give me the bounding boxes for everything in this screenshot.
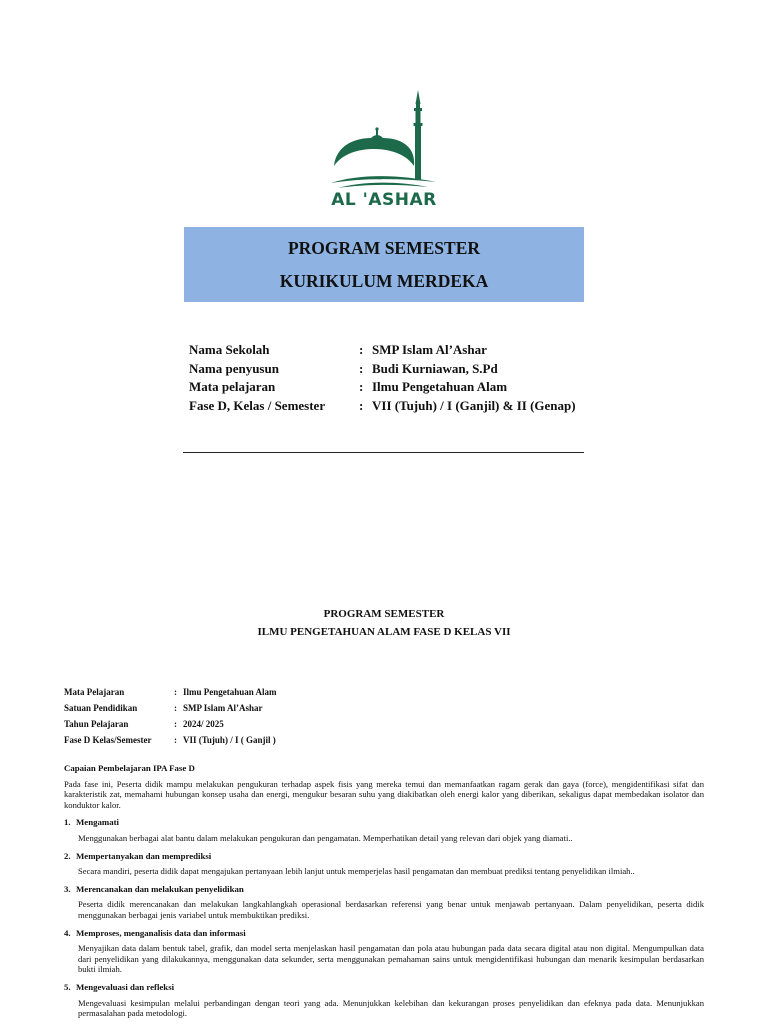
identity-value: VII (Tujuh) / I (Ganjil) & II (Genap) xyxy=(372,397,576,413)
info-value: VII (Tujuh) / I ( Ganjil ) xyxy=(183,735,276,745)
info-value: 2024/ 2025 xyxy=(183,719,224,729)
item-heading xyxy=(64,851,704,862)
title-line-2: KURIKULUM MERDEKA xyxy=(279,271,489,291)
info-colon: : xyxy=(174,687,177,697)
item-title: Mengevaluasi dan refleksi xyxy=(76,981,175,992)
list-item xyxy=(64,884,704,921)
info-value: Ilmu Pengetahuan Alam xyxy=(183,687,277,697)
identity-row xyxy=(189,378,576,397)
item-number: 3. xyxy=(64,883,71,894)
mosque-dome-logo-icon xyxy=(328,86,440,190)
school-logo xyxy=(328,86,440,216)
identity-colon: : xyxy=(359,342,364,357)
item-heading xyxy=(64,817,704,828)
list-item xyxy=(64,817,704,843)
identity-colon: : xyxy=(359,360,364,376)
info-label: Satuan Pendidikan xyxy=(64,703,138,713)
item-number: 5. xyxy=(64,981,71,992)
info-row xyxy=(64,716,277,732)
identity-label: Nama Sekolah xyxy=(189,342,270,357)
info-value: SMP Islam Al’Ashar xyxy=(183,703,263,713)
list-item xyxy=(64,928,704,975)
item-title: Memproses, menganalisis data dan informasi xyxy=(76,927,246,938)
cp-heading: Capaian Pembelajaran IPA Fase D xyxy=(64,763,195,773)
identity-label: Mata pelajaran xyxy=(189,379,276,394)
learning-outcomes xyxy=(64,763,704,1019)
item-title: Mengamati xyxy=(76,817,119,828)
title-line-1: PROGRAM SEMESTER xyxy=(287,238,481,258)
title-banner xyxy=(184,227,584,302)
item-heading xyxy=(64,928,704,939)
item-body: Secara mandiri, peserta didik dapat mengajukan pertanyaan lebih lanjut untuk memperjelas hasil pengamatan dan membuat prediksi tentang penyelidikan ilmiah.. xyxy=(78,866,635,877)
identity-value: SMP Islam Al’Ashar xyxy=(372,342,487,357)
item-body: Menyajikan data dalam bentuk tabel, grafik, dan model serta menjelaskan hasil pengamatan dan pola atau hubungan pada data secara digital atau non digital. Mengumpulkan data dari penyelidikan yang dilakukannya, menggunakan data sekunder, serta menggunakan pemahaman sains untuk mengidentifikasi hubungan dan menarik kesimpulan berdasarkan bukti ilmiah. xyxy=(78,943,704,975)
info-row xyxy=(64,732,277,748)
logo-text: AL 'ASHAR xyxy=(331,190,437,210)
identity-row xyxy=(189,360,576,379)
info-row xyxy=(64,700,277,716)
info-label: Mata Pelajaran xyxy=(64,687,125,697)
info-label: Fase D Kelas/Semester xyxy=(64,735,152,745)
section-title: PROGRAM SEMESTER xyxy=(323,608,445,620)
identity-label: Fase D, Kelas / Semester xyxy=(189,397,326,413)
identity-value: Budi Kurniawan, S.Pd xyxy=(372,360,498,376)
info-colon: : xyxy=(174,703,177,713)
horizontal-divider xyxy=(183,452,584,453)
identity-value: Ilmu Pengetahuan Alam xyxy=(372,379,508,394)
identity-colon: : xyxy=(359,397,364,413)
item-number: 1. xyxy=(64,817,71,828)
list-item xyxy=(64,982,704,1019)
cp-paragraph: Pada fase ini, Peserta didik mampu melakukan pengukuran terhadap aspek fisis yang mereka temui dan memanfaatkan ragam gerak dan gaya (force), mengidentifikasi sifat dan karakteristik zat, memahami hubungan konsep usaha dan energi, mengukur besaran suhu yang diakibatkan oleh energi kalor yang diberikan, sekaligus dapat membedakan isolator dan konduktor kalor. xyxy=(64,778,704,810)
info-label: Tahun Pelajaran xyxy=(64,719,129,729)
item-number: 4. xyxy=(64,927,71,938)
identity-row xyxy=(189,397,576,416)
item-heading xyxy=(64,884,704,895)
item-number: 2. xyxy=(64,850,71,861)
item-title: Mempertanyakan dan memprediksi xyxy=(76,850,212,861)
info-colon: : xyxy=(174,719,177,729)
section-subtitle: ILMU PENGETAHUAN ALAM FASE D KELAS VII xyxy=(257,626,511,638)
identity-row xyxy=(189,341,576,360)
item-heading xyxy=(64,982,704,993)
item-body: Menggunakan berbagai alat bantu dalam melakukan pengukuran dan pengamatan. Memperhatikan detail yang relevan dari objek yang diamati.. xyxy=(78,832,573,843)
info-colon: : xyxy=(174,735,177,745)
item-body: Mengevaluasi kesimpulan melalui perbandingan dengan teori yang ada. Menunjukkan kelebihan dan kekurangan proses penyelidikan dan efeknya pada data. Menunjukkan permasalahan pada metodologi. xyxy=(78,997,704,1019)
info-table xyxy=(64,684,277,748)
item-body: Peserta didik merencanakan dan melakukan langkahlangkah operasional berdasarkan referensi yang benar untuk menjawab pertanyaan. Dalam penyelidikan, peserta didik menggunakan berbagai jenis variabel untuk membuktikan prediksi. xyxy=(78,899,704,920)
item-title: Merencanakan dan melakukan penyelidikan xyxy=(76,883,244,894)
list-item xyxy=(64,851,704,877)
identity-colon: : xyxy=(359,379,364,394)
info-row xyxy=(64,684,277,700)
identity-label: Nama penyusun xyxy=(189,360,279,376)
identity-table xyxy=(189,341,576,415)
